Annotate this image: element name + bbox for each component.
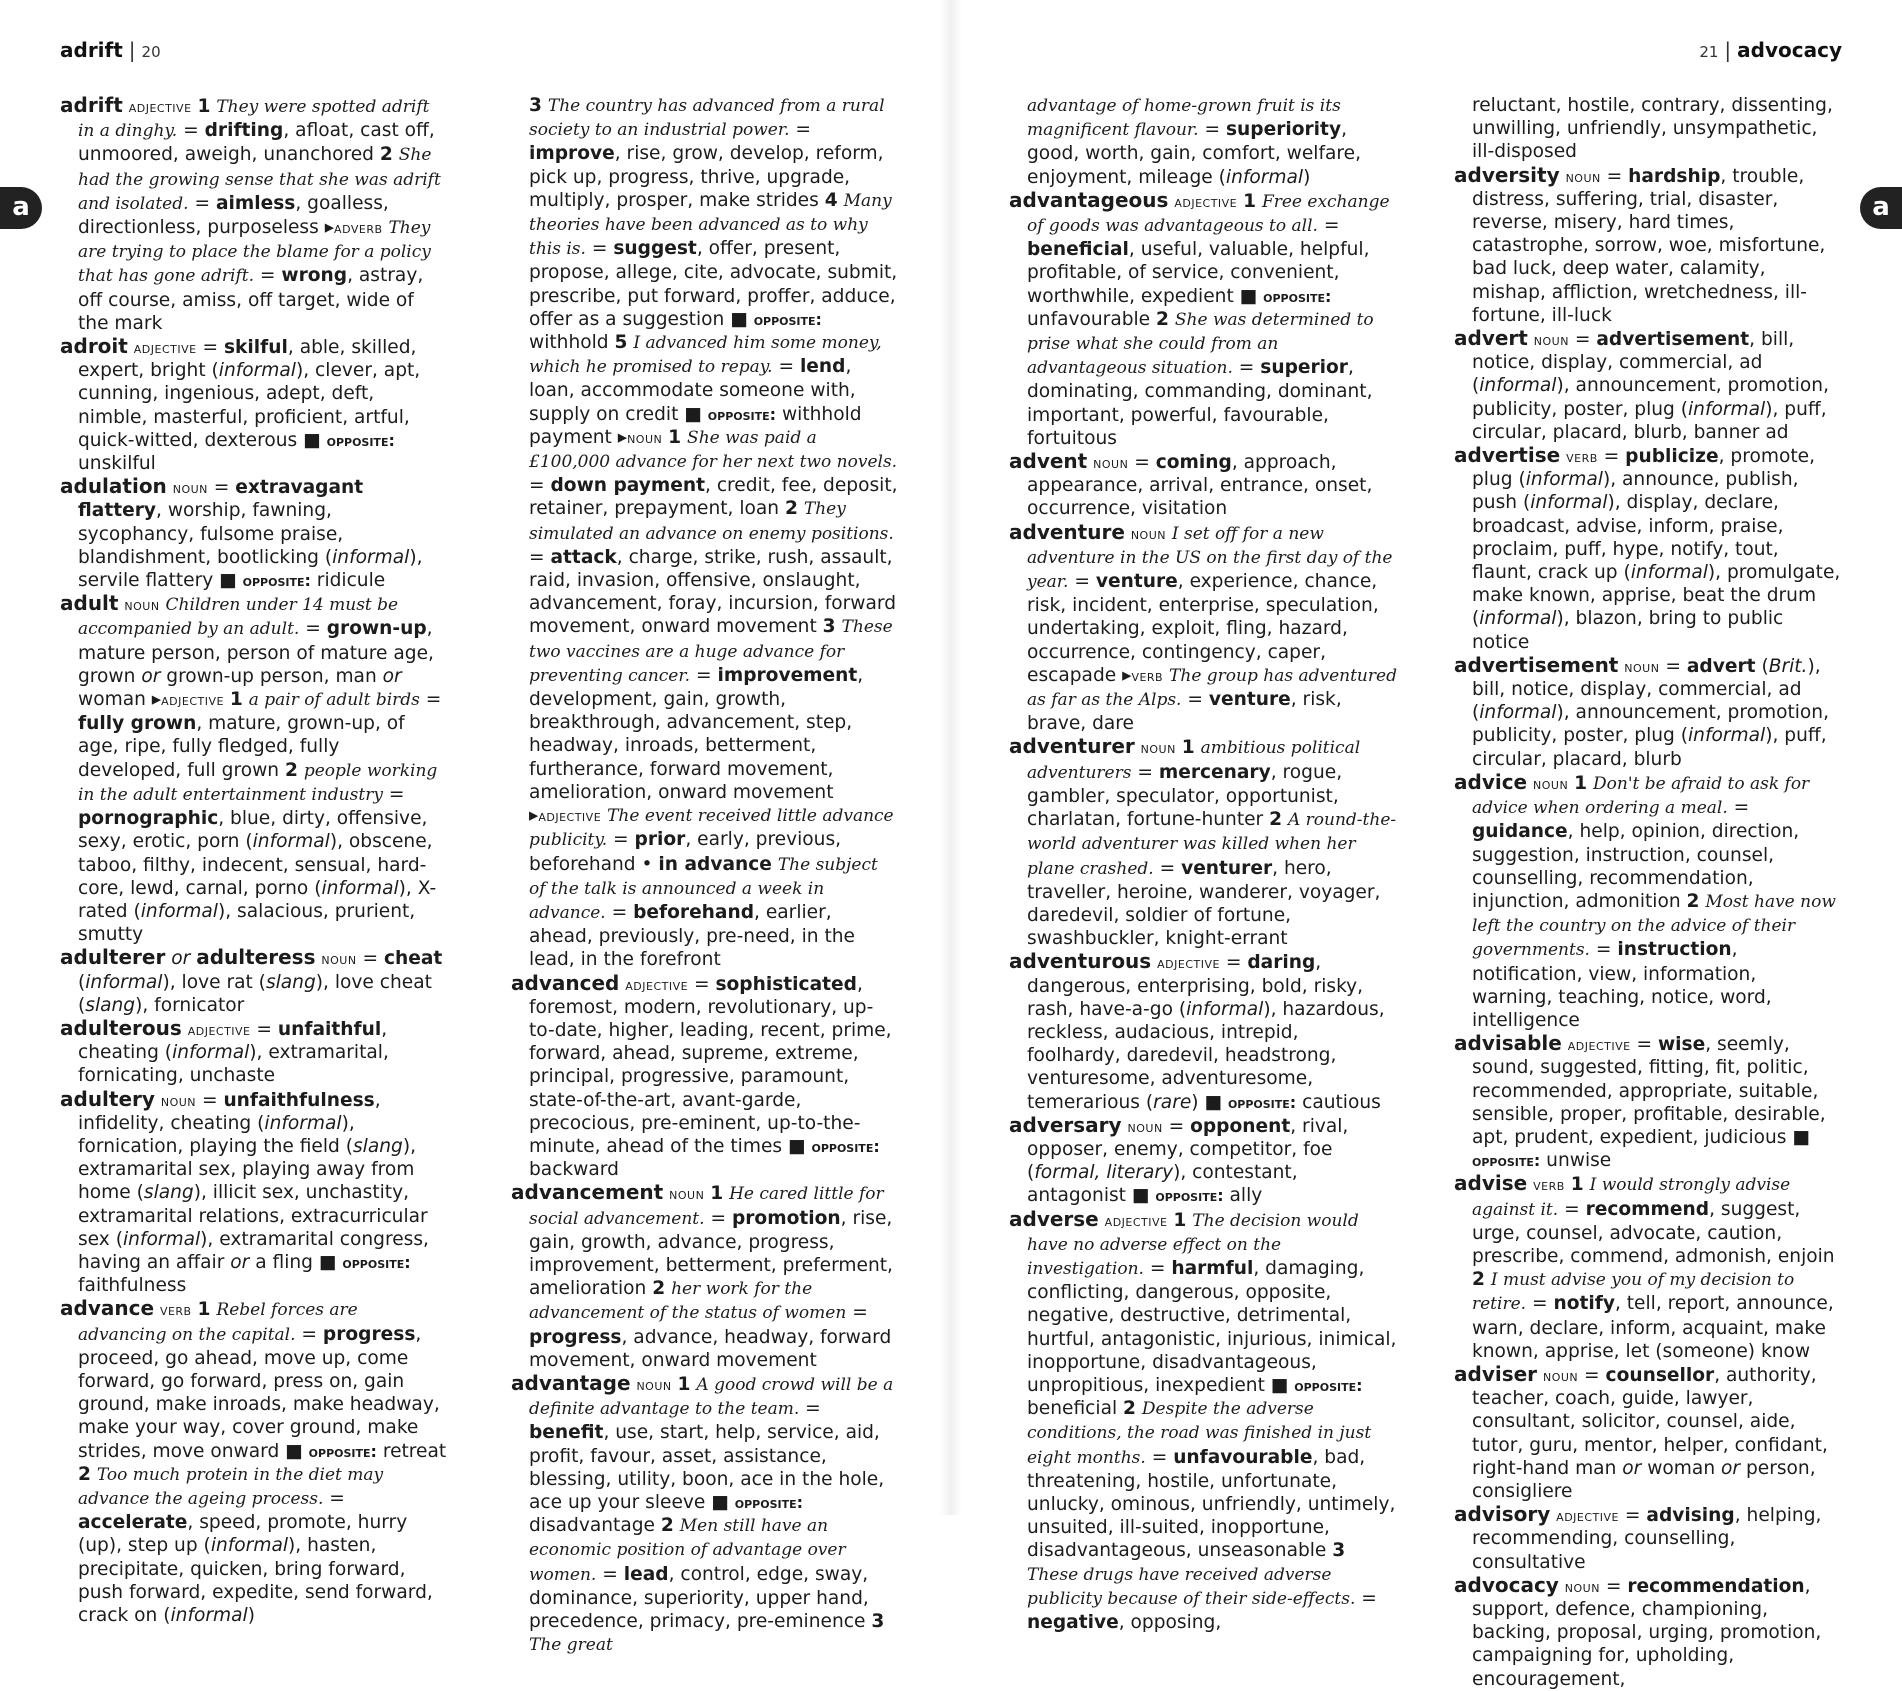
dictionary-entry: adrift adjective 1 They were spotted adrift in a dinghy. = drifting, afloat, cast off, unmoored, aweigh, unanchored 2 She had the growing sense that she was adrift and isolated. = aimless, goalless, directionless, purposeless ▸adverb They are trying to place the blame for a policy that has gone adrift. = wrong, astray, off course, amiss, off target, wide of the mark [60, 93, 441, 334]
dictionary-entry: adulterer or adulteress noun = cheat (informal), love rat (slang), love cheat (slang), fornicator [60, 945, 443, 1016]
dictionary-entry: advantage noun 1 A good crowd will be a definite advantage to the team. = benefit, use, start, help, service, aid, profit, favour, asset, assistance, blessing, utility, boon, ace in the hole, ace up your sleeve ■ opposite: disadvantage 2 Men still have an economic position of advantage over women. = lead, control, edge, sway, dominance, superiority, upper hand, precedence, primacy, pre-eminence 3 The great [511, 1370, 894, 1656]
right-headword: advocacy [1737, 38, 1842, 62]
dictionary-entry: advent noun = coming, approach, appearance, arrival, entrance, onset, occurrence, visitation [1009, 449, 1373, 520]
left-column-1 [60, 94, 448, 1627]
left-headword: adrift [60, 38, 123, 62]
right-page [951, 0, 1902, 1690]
dictionary-entry: adulterous adjective = unfaithful, cheating (informal), extramarital, fornicating, unchaste [60, 1015, 389, 1087]
dictionary-entry: adventure noun I set off for a new adventure in the US on the first day of the year. = venture, experience, chance, risk, incident, enterprise, speculation, undertaking, exploit, fling, hazard, occurrence, contingency, caper, escapade ▸verb The group has adventured as far as the Alps. = venture, risk, brave, dare [1009, 519, 1397, 735]
dictionary-entry: advertisement noun = advert (Brit.), bill, notice, display, commercial, ad (informal), announcement, promotion, publicity, poster, plug (informal), puff, circular, placard, blurb [1454, 652, 1829, 770]
dictionary-entry: advisable adjective = wise, seemly, sound, suggested, fitting, fit, politic, recommended, appropriate, suitable, sensible, proper, profitable, desirable, apt, prudent, expedient, judicious ■ opposite: unwise [1454, 1031, 1826, 1172]
right-thumb-tab: a [1860, 187, 1902, 229]
dictionary-entry: advantageous adjective 1 Free exchange of goods was advantageous to all. = beneficial, useful, valuable, helpful, profitable, of service, convenient, worthwhile, expedient ■ opposite: unfavourable 2 She was determined to prise what she could from an advantageous situation. = superior, dominating, commanding, dominant, important, powerful, favourable, fortuitous [1009, 187, 1390, 449]
left-thumb-tab: a [0, 187, 42, 229]
dictionary-entry: adulation noun = extravagant flattery, worship, fawning, sycophancy, fulsome praise, blandishment, bootlicking (informal), servile flattery ■ opposite: ridicule [60, 474, 423, 592]
right-column-2 [1454, 94, 1842, 1691]
dictionary-entry: adviser noun = counsellor, authority, teacher, coach, guide, lawyer, consultant, solicitor, counsel, aide, tutor, guru, mentor, helper, confidant, right-hand man or woman or person, consigliere [1454, 1361, 1828, 1502]
dictionary-entry: adverse adjective 1 The decision would have no adverse effect on the investigation. = harmful, damaging, conflicting, dangerous, opposite, negative, destructive, detrimental, hurtful, antagonistic, injurious, inimical, inopportune, disadvantageous, unpropitious, inexpedient ■ opposite: beneficial 2 Despite the adverse conditions, the road was finished in just eight months. = unfavourable, bad, threatening, hostile, unfortunate, unlucky, ominous, unfriendly, untimely, unsuited, ill-suited, inopportune, disadvantageous, unseasonable 3 These drugs have received adverse publicity because of their side-effects. = negative, opposing, [1009, 1206, 1397, 1633]
dictionary-entry: adventurer noun 1 ambitious political adventurers = mercenary, rogue, gambler, speculator, opportunist, charlatan, fortune-hunter 2 A round-the-world adventurer was killed when her plane crashed. = venturer, hero, traveller, heroine, wanderer, voyager, daredevil, soldier of fortune, swashbuckler, knight-errant [1009, 734, 1397, 950]
dictionary-entry: adroit adjective = skilful, able, skilled, expert, bright (informal), clever, apt, cunning, ingenious, adept, deft, nimble, masterful, proficient, artful, quick-witted, dexterous ■ opposite: unskilful [60, 334, 421, 475]
right-page-number: 21 [1699, 43, 1719, 61]
dictionary-entry: advance verb 1 Rebel forces are advancing on the capital. = progress, proceed, go ahead, move up, come forward, go forward, press on, gain ground, make inroads, make headway, make your way, cover ground, make strides, move onward ■ opposite: retreat 2 Too much protein in the diet may advance the ageing process. = accelerate, speed, promote, hurry (up), step up (informal), hasten, precipitate, quicken, bring forward, push forward, expedite, send forward, crack on (informal) [60, 1296, 447, 1626]
dictionary-entry: advise verb 1 I would strongly advise against it. = recommend, suggest, urge, counsel, advocate, caution, prescribe, commend, admonish, enjoin 2 I must advise you of my decision to retire. = notify, tell, report, announce, warn, declare, inform, acquaint, make known, apprise, let (someone) know [1454, 1171, 1835, 1362]
right-running-head: 21 | advocacy [1699, 38, 1842, 62]
left-column-2 [511, 94, 899, 1657]
dictionary-entry: adversary noun = opponent, rival, opposer, enemy, competitor, foe (formal, literary), contestant, antagonist ■ opposite: ally [1009, 1112, 1349, 1207]
entry-continuation: 3 The country has advanced from a rural society to an industrial power. = improve, rise, grow, develop, reform, pick up, progress, thrive, upgrade, multiply, prosper, make strides 4 Many theories have been advanced as to why this is. = suggest, offer, present, propose, allege, cite, advocate, submit, prescribe, put forward, proffer, adduce, offer as a suggestion ■ opposite: withhold 5 I advanced him some money, which he promised to repay. = lend, loan, accommodate someone with, supply on credit ■ opposite: withhold payment ▸noun 1 She was paid a £100,000 advance for her next two novels. = down payment, credit, fee, deposit, retainer, prepayment, loan 2 They simulated an advance on enemy positions. = attack, charge, strike, rush, assault, raid, invasion, offensive, onslaught, advancement, foray, incursion, forward movement, onward movement 3 These two vaccines are a huge advance for preventing cancer. = improvement, development, gain, growth, breakthrough, advancement, step, headway, inroads, betterment, furtherance, forward movement, amelioration, onward movement ▸adjective The event received little advance publicity. = prior, early, previous, beforehand • in advance The subject of the talk is announced a week in advance. = beforehand, earlier, ahead, previously, pre-need, in the lead, in the forefront [529, 95, 898, 971]
dictionary-entry: adultery noun = unfaithfulness, infidelity, cheating (informal), fornication, playing the field (slang), extramarital sex, playing away from home (slang), illicit sex, unchastity, extramarital relations, extracurricular sex (informal), extramarital congress, having an affair or a fling ■ opposite: faithfulness [60, 1086, 429, 1297]
left-page-number: 20 [141, 43, 161, 61]
dictionary-entry: advocacy noun = recommendation, support, defence, championing, backing, proposal, urging, promotion, campaigning for, upholding, encouragement, [1454, 1572, 1822, 1690]
dictionary-entry: advert noun = advertisement, bill, notice, display, commercial, ad (informal), announcement, promotion, publicity, poster, plug (informal), puff, circular, placard, blurb, banner ad [1454, 326, 1829, 443]
dictionary-entry: advanced adjective = sophisticated, foremost, modern, revolutionary, up-to-date, higher, leading, recent, prime, forward, ahead, supreme, extreme, principal, progressive, paramount, state-of-the-art, avant-garde, precocious, pre-eminent, up-to-the-minute, ahead of the times ■ opposite: backward [511, 970, 892, 1181]
right-column-1 [1009, 94, 1397, 1634]
left-page [0, 0, 951, 1656]
left-running-head: adrift | 20 [60, 38, 161, 62]
entry-continuation: advantage of home-grown fruit is its magnificent flavour. = superiority, good, worth, gain, comfort, welfare, enjoyment, mileage (informal) [1027, 96, 1361, 188]
dictionary-entry: advice noun 1 Don't be afraid to ask for advice when ordering a meal. = guidance, help, opinion, direction, suggestion, instruction, counsel, counselling, recommendation, injunction, admonition 2 Most have now left the country on the advice of their governments. = instruction, notification, view, information, warning, teaching, notice, word, intelligence [1454, 769, 1836, 1031]
dictionary-entry: advancement noun 1 He cared little for social advancement. = promotion, rise, gain, growth, advance, progress, improvement, betterment, preferment, amelioration 2 her work for the advancement of the status of women = progress, advance, headway, forward movement, onward movement [511, 1180, 893, 1371]
dictionary-entry: adversity noun = hardship, trouble, distress, suffering, trial, disaster, reverse, misery, hard times, catastrophe, sorrow, woe, misfortune, bad luck, deep water, calamity, mishap, affliction, wretchedness, ill-fortune, ill-luck [1454, 162, 1826, 326]
dictionary-entry: advisory adjective = advising, helping, recommending, counselling, consultative [1454, 1502, 1822, 1573]
entry-continuation: reluctant, hostile, contrary, dissenting, unwilling, unfriendly, unsympathetic, ill-disposed [1472, 95, 1833, 163]
dictionary-entry: adventurous adjective = daring, dangerous, enterprising, bold, risky, rash, have-a-go (informal), hazardous, reckless, audacious, intrepid, foolhardy, daredevil, headstrong, venturesome, adventuresome, temerarious (rare) ■ opposite: cautious [1009, 949, 1385, 1113]
dictionary-entry: adult noun Children under 14 must be accompanied by an adult. = grown-up, mature person, person of mature age, grown or grown-up person, man or woman ▸adjective 1 a pair of adult birds = fully grown, mature, grown-up, of age, ripe, fully fledged, fully developed, full grown 2 people working in the adult entertainment industry = pornographic, blue, dirty, offensive, sexy, erotic, porn (informal), obscene, taboo, filthy, indecent, sensual, hard-core, lewd, carnal, porno (informal), X-rated (informal), salacious, prurient, smutty [60, 591, 442, 946]
dictionary-entry: advertise verb = publicize, promote, plug (informal), announce, publish, push (informal), display, declare, broadcast, advise, inform, praise, proclaim, puff, hype, notify, tout, flaunt, crack up (informal), promulgate, make known, apprise, beat the drum (informal), blazon, bring to public notice [1454, 443, 1841, 653]
